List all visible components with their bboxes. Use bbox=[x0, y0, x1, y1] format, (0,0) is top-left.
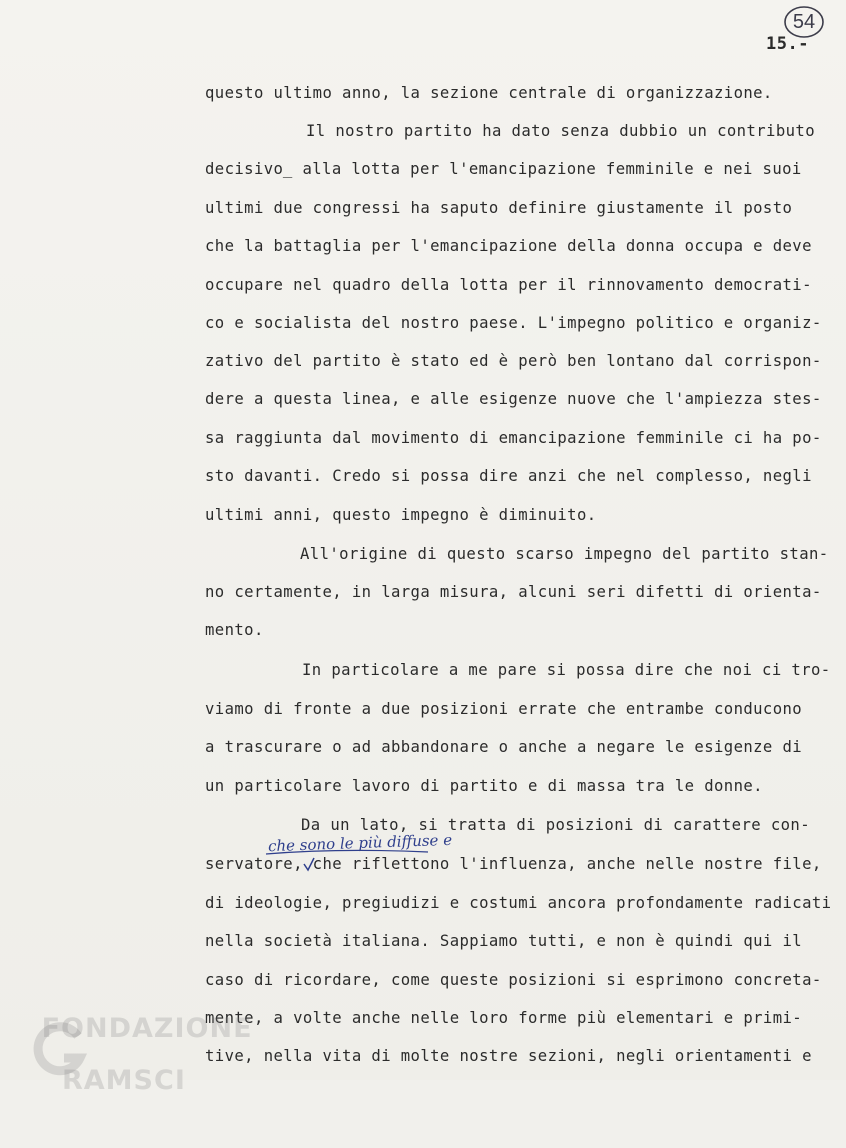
text-line: nella società italiana. Sappiamo tutti, e non è quindi qui il bbox=[205, 932, 803, 950]
text-line: servatore, che riflettono l'influenza, anche nelle nostre file, bbox=[205, 855, 822, 873]
text-line: mente, a volte anche nelle loro forme più elementari e primi- bbox=[205, 1009, 803, 1027]
text-line: zativo del partito è stato ed è però ben lontano dal corrispon- bbox=[205, 352, 822, 370]
text-line: di ideologie, pregiudizi e costumi ancora profondamente radicati bbox=[205, 894, 832, 912]
text-line: ultimi anni, questo impegno è diminuito. bbox=[205, 506, 597, 524]
text-line: tive, nella vita di molte nostre sezioni, negli orientamenti e bbox=[205, 1047, 812, 1065]
text-line: dere a questa linea, e alle esigenze nuove che l'ampiezza stes- bbox=[205, 390, 822, 408]
text-line: decisivo̲ alla lotta per l'emancipazione femminile e nei suoi bbox=[205, 160, 802, 178]
text-line: In particolare a me pare si possa dire che noi ci tro- bbox=[302, 661, 831, 679]
text-line: occupare nel quadro della lotta per il rinnovamento democrati- bbox=[205, 276, 812, 294]
text-line: un particolare lavoro di partito e di massa tra le donne. bbox=[205, 777, 763, 795]
text-line: All'origine di questo scarso impegno del partito stan- bbox=[300, 545, 829, 563]
text-line: che la battaglia per l'emancipazione della donna occupa e deve bbox=[205, 237, 812, 255]
watermark-line-2: RAMSCI bbox=[62, 1065, 186, 1096]
text-line: sa raggiunta dal movimento di emancipazione femminile ci ha po- bbox=[205, 429, 822, 447]
text-line: Da un lato, si tratta di posizioni di carattere con- bbox=[301, 816, 810, 834]
text-line: Il nostro partito ha dato senza dubbio un contributo bbox=[306, 122, 815, 140]
text-line: a trascurare o ad abbandonare o anche a negare le esigenze di bbox=[205, 738, 803, 756]
text-line: sto davanti. Credo si possa dire anzi che nel complesso, negli bbox=[205, 467, 812, 485]
handwritten-insertion: che sono le più diffuse e bbox=[267, 830, 453, 856]
text-line: viamo di fronte a due posizioni errate che entrambe conducono bbox=[205, 700, 803, 718]
text-line: no certamente, in larga misura, alcuni seri difetti di orienta- bbox=[205, 583, 822, 601]
text-line: mento. bbox=[205, 621, 264, 639]
page-number: 15.- bbox=[766, 34, 809, 54]
archive-stamp-number: 54 bbox=[792, 10, 816, 33]
text-line: caso di ricordare, come queste posizioni si esprimono concreta- bbox=[205, 971, 822, 989]
text-line: ultimi due congressi ha saputo definire giustamente il posto bbox=[205, 199, 793, 217]
text-line: questo ultimo anno, la sezione centrale di organizzazione. bbox=[205, 84, 773, 102]
watermark bbox=[0, 990, 253, 1146]
watermark-line-1: FONDAZIONE bbox=[41, 1013, 253, 1044]
text-line: co e socialista del nostro paese. L'impegno politico e organiz- bbox=[205, 314, 822, 332]
